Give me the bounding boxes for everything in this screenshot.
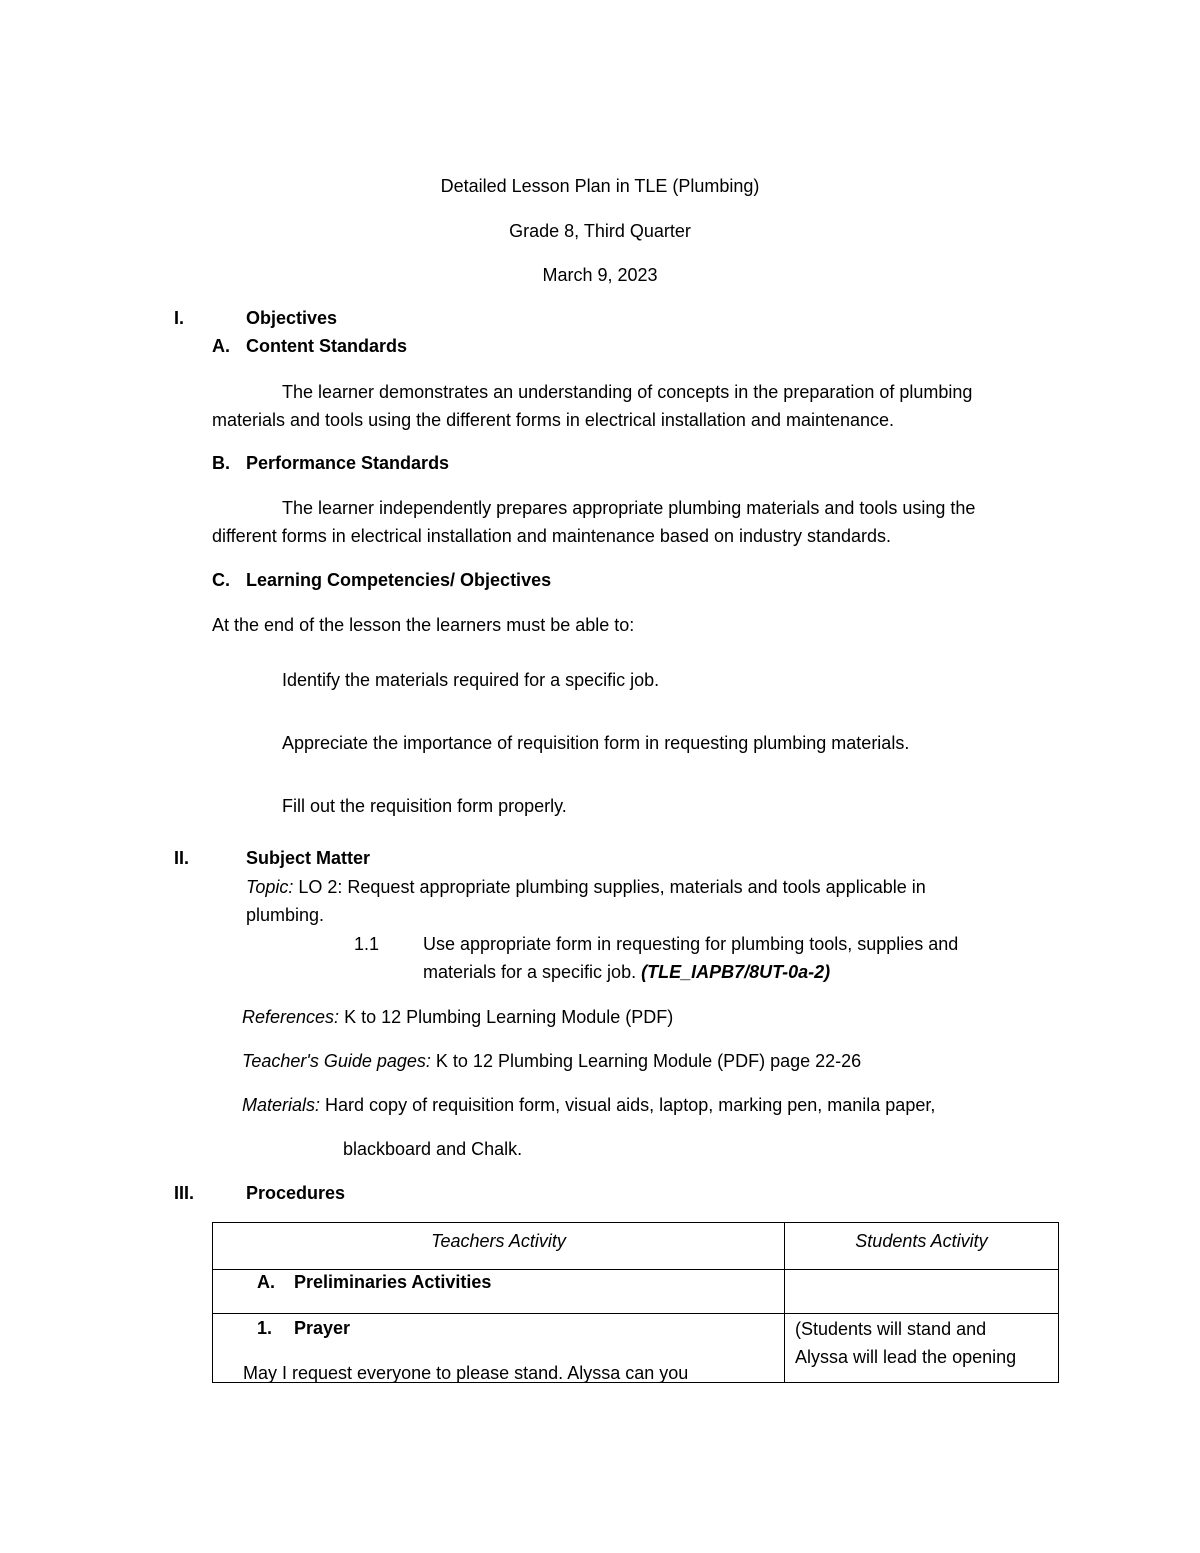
students-activity-header: Students Activity (785, 1223, 1059, 1270)
table-row (213, 1270, 1059, 1314)
table-header-row (213, 1223, 1059, 1270)
section-2-number: II. (174, 848, 190, 868)
performance-standards-text-line2: different forms in electrical installation and maintenance based on industry standards. (212, 526, 892, 546)
teachers-guide-line (242, 1052, 861, 1070)
materials-line (242, 1096, 935, 1114)
content-standards-text-line1: The learner demonstrates an understanding of concepts in the preparation of plumbing (282, 382, 973, 402)
learning-competencies-heading: Learning Competencies/ Objectives (246, 570, 552, 590)
competencies-intro: At the end of the lesson the learners must be able to: (212, 615, 635, 635)
performance-standards-text-line1: The learner independently prepares appropriate plumbing materials and tools using the (282, 498, 976, 518)
subsection-c-letter: C. (212, 570, 230, 590)
grade-quarter: Grade 8, Third Quarter (509, 221, 691, 241)
materials-line2: blackboard and Chalk. (343, 1139, 523, 1159)
subsection-a-letter: A. (212, 336, 230, 356)
teachers-guide-value: K to 12 Plumbing Learning Module (PDF) page 22-26 (430, 1051, 862, 1071)
prayer-teacher-cell (213, 1314, 785, 1383)
subsection-b-letter: B. (212, 453, 230, 473)
content-standards-text-line2: materials and tools using the different forms in electrical installation and maintenance. (212, 410, 895, 430)
topic-line2: plumbing. (246, 905, 325, 925)
teachers-guide-label: Teacher's Guide pages: (242, 1051, 431, 1071)
topic-value: LO 2: Request appropriate plumbing supplies, materials and tools applicable in (293, 877, 926, 897)
references-line (242, 1008, 673, 1026)
prayer-student-cell (785, 1314, 1059, 1383)
objective-item: Appreciate the importance of requisition form in requesting plumbing materials. (282, 733, 910, 753)
references-label: References: (242, 1007, 340, 1027)
competency-code: (TLE_IAPB7/8UT-0a-2) (641, 962, 831, 982)
objective-item: Identify the materials required for a specific job. (282, 670, 660, 690)
preliminaries-label: Preliminaries Activities (294, 1272, 492, 1292)
teachers-activity-header: Teachers Activity (213, 1223, 785, 1270)
prayer-teacher-text: May I request everyone to please stand. Alyssa can you (243, 1363, 689, 1383)
section-1-heading: Objectives (246, 308, 338, 328)
section-3-number: III. (174, 1183, 195, 1203)
content-standards-heading: Content Standards (246, 336, 408, 356)
table-row (213, 1314, 1059, 1383)
prayer-number: 1. (257, 1318, 273, 1338)
prayer-label: Prayer (294, 1318, 351, 1338)
prayer-student-text-line2: Alyssa will lead the opening (795, 1347, 1017, 1367)
sub-item-number: 1.1 (354, 934, 380, 954)
topic-line1 (246, 878, 926, 896)
procedures-table (212, 1222, 1059, 1383)
document-title: Detailed Lesson Plan in TLE (Plumbing) (440, 176, 760, 196)
section-3-heading: Procedures (246, 1183, 346, 1203)
objective-item: Fill out the requisition form properly. (282, 796, 567, 816)
references-value: K to 12 Plumbing Learning Module (PDF) (339, 1007, 674, 1027)
materials-label: Materials: (242, 1095, 321, 1115)
materials-value: Hard copy of requisition form, visual aids, laptop, marking pen, manila paper, (320, 1095, 936, 1115)
sub-item-text: materials for a specific job. (423, 962, 642, 982)
topic-label: Topic: (246, 877, 294, 897)
table-cell-empty (785, 1270, 1059, 1314)
sub-item-line2 (423, 963, 830, 981)
lesson-date: March 9, 2023 (542, 265, 658, 285)
section-2-heading: Subject Matter (246, 848, 371, 868)
sub-item-line1: Use appropriate form in requesting for plumbing tools, supplies and (423, 934, 959, 954)
section-1-number: I. (174, 308, 185, 328)
preliminaries-letter: A. (257, 1272, 275, 1292)
prayer-student-text-line1: (Students will stand and (795, 1319, 987, 1339)
performance-standards-heading: Performance Standards (246, 453, 450, 473)
preliminaries-cell (213, 1270, 785, 1314)
